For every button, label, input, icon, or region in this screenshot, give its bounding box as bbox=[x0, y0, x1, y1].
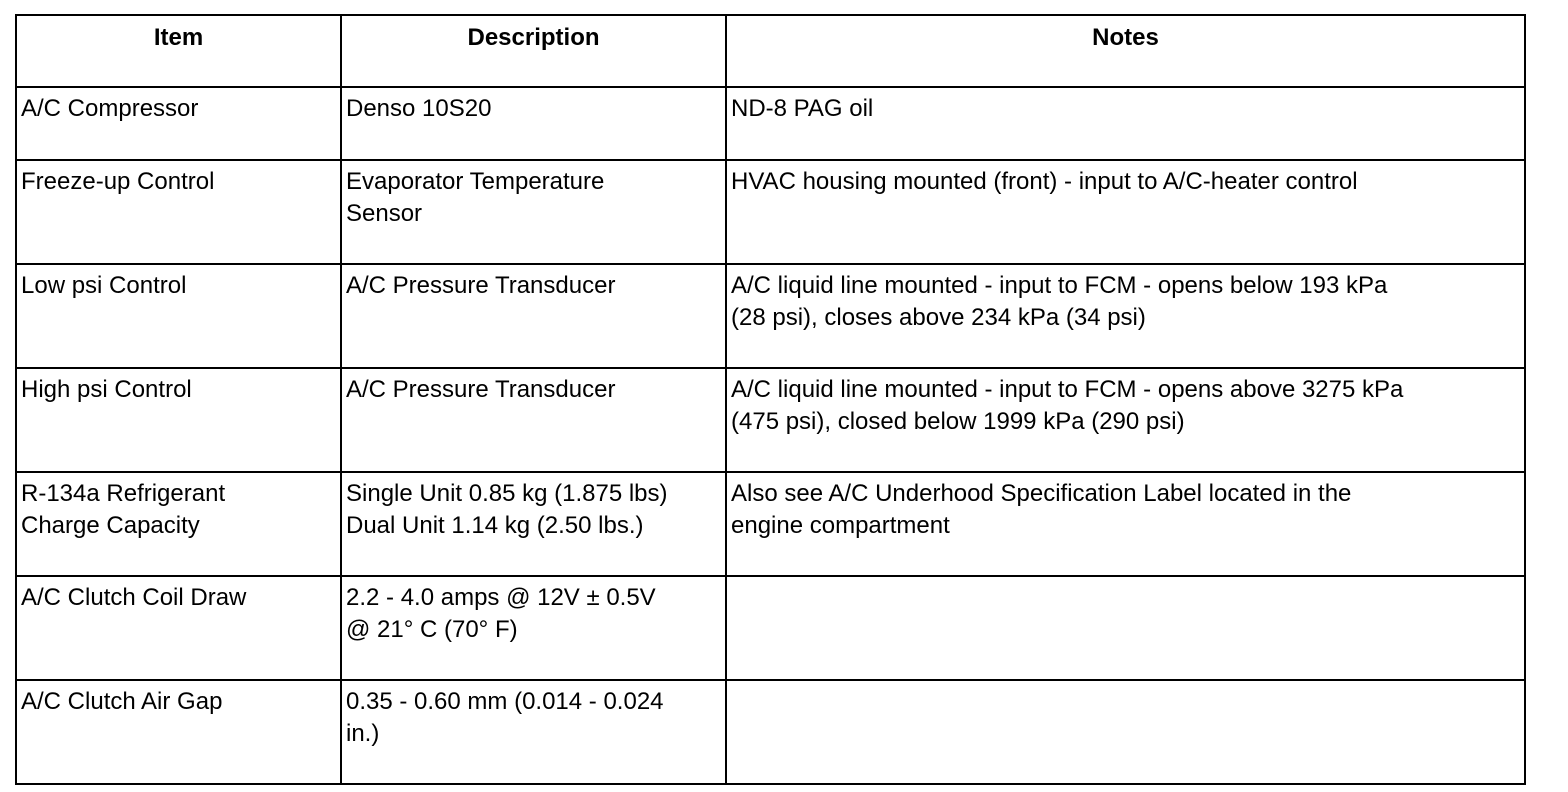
cell-line: Charge Capacity bbox=[21, 512, 200, 539]
cell-description bbox=[341, 160, 726, 264]
cell-item bbox=[16, 160, 341, 264]
cell-line: HVAC housing mounted (front) - input to A/C-heater control bbox=[731, 168, 1358, 195]
cell-line: Also see A/C Underhood Specification Label located in the bbox=[731, 480, 1352, 507]
cell-line: A/C Clutch Coil Draw bbox=[21, 584, 247, 611]
cell-line: A/C Pressure Transducer bbox=[346, 272, 616, 299]
table-row bbox=[16, 680, 1525, 784]
table-row bbox=[16, 472, 1525, 576]
table-row bbox=[16, 160, 1525, 264]
cell-line: Freeze-up Control bbox=[21, 168, 215, 195]
table-row bbox=[16, 368, 1525, 472]
cell-item bbox=[16, 472, 341, 576]
cell-line: in.) bbox=[346, 720, 380, 747]
cell-notes bbox=[726, 87, 1525, 160]
cell-line: engine compartment bbox=[731, 512, 950, 539]
header-item: Item bbox=[16, 15, 341, 87]
cell-description bbox=[341, 368, 726, 472]
cell-line: Low psi Control bbox=[21, 272, 187, 299]
cell-line: Sensor bbox=[346, 200, 423, 227]
table-row bbox=[16, 576, 1525, 680]
cell-item bbox=[16, 680, 341, 784]
header-notes: Notes bbox=[726, 15, 1525, 87]
cell-notes bbox=[726, 576, 1525, 680]
cell-notes bbox=[726, 680, 1525, 784]
cell-notes bbox=[726, 472, 1525, 576]
table-row bbox=[16, 87, 1525, 160]
cell-notes bbox=[726, 160, 1525, 264]
cell-line: 2.2 - 4.0 amps @ 12V ± 0.5V bbox=[346, 584, 656, 611]
cell-line: Dual Unit 1.14 kg (2.50 lbs.) bbox=[346, 512, 644, 539]
cell-line: A/C Clutch Air Gap bbox=[21, 688, 223, 715]
cell-description bbox=[341, 472, 726, 576]
cell-line: (475 psi), closed below 1999 kPa (290 psi) bbox=[731, 408, 1185, 435]
cell-line: R-134a Refrigerant bbox=[21, 480, 226, 507]
table-header-row bbox=[16, 15, 1525, 87]
cell-line: Single Unit 0.85 kg (1.875 lbs) bbox=[346, 480, 668, 507]
cell-description bbox=[341, 264, 726, 368]
cell-item bbox=[16, 368, 341, 472]
cell-line: ND-8 PAG oil bbox=[731, 95, 874, 122]
cell-item bbox=[16, 264, 341, 368]
cell-line: A/C liquid line mounted - input to FCM - opens above 3275 kPa bbox=[731, 376, 1404, 403]
cell-item bbox=[16, 576, 341, 680]
cell-line: 0.35 - 0.60 mm (0.014 - 0.024 bbox=[346, 688, 664, 715]
cell-line: High psi Control bbox=[21, 376, 192, 403]
cell-line: @ 21° C (70° F) bbox=[346, 616, 518, 643]
cell-notes bbox=[726, 264, 1525, 368]
cell-description bbox=[341, 87, 726, 160]
cell-notes bbox=[726, 368, 1525, 472]
cell-line: (28 psi), closes above 234 kPa (34 psi) bbox=[731, 304, 1146, 331]
cell-line: Evaporator Temperature bbox=[346, 168, 605, 195]
ac-specifications-table bbox=[15, 14, 1526, 785]
cell-description bbox=[341, 680, 726, 784]
cell-description bbox=[341, 576, 726, 680]
cell-line: A/C liquid line mounted - input to FCM - opens below 193 kPa bbox=[731, 272, 1388, 299]
cell-item bbox=[16, 87, 341, 160]
header-description: Description bbox=[341, 15, 726, 87]
table-row bbox=[16, 264, 1525, 368]
cell-line: Denso 10S20 bbox=[346, 95, 492, 122]
cell-line: A/C Pressure Transducer bbox=[346, 376, 616, 403]
cell-line: A/C Compressor bbox=[21, 95, 199, 122]
